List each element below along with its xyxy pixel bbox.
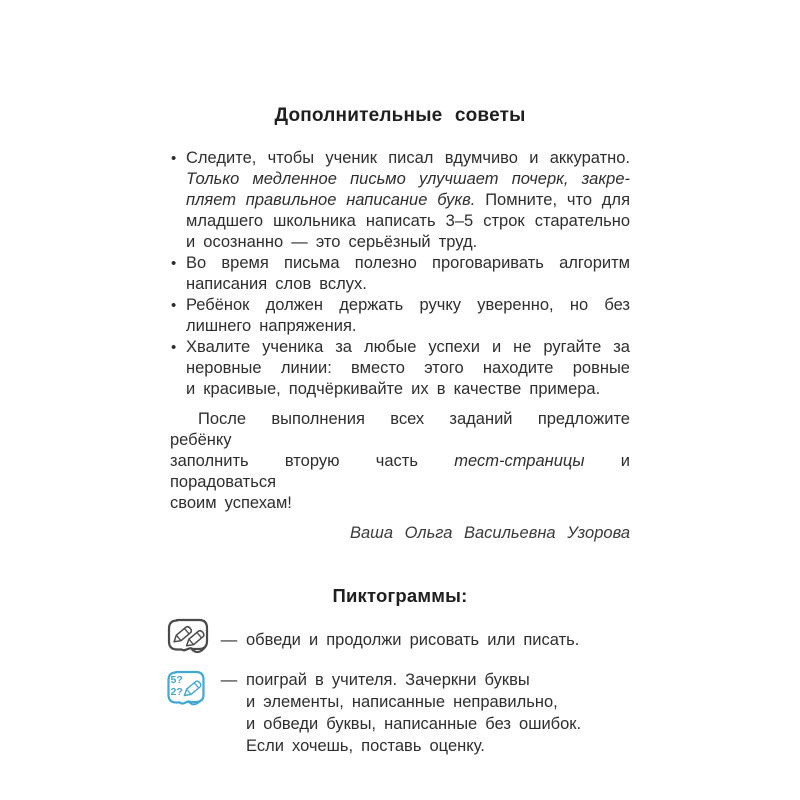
pictogram-text-line: поиграй в учителя. Зачеркни буквы: [246, 671, 530, 689]
grade-label-top: 5?: [170, 674, 183, 686]
text-line: [186, 316, 630, 337]
pictogram-text-line: Если хочешь, поставь оценку.: [246, 737, 485, 755]
italic-text: тест-страницы: [454, 452, 585, 470]
tip-item: [170, 148, 630, 253]
text: и порадоваться: [170, 452, 630, 491]
pictograms-heading: Пиктограммы:: [332, 585, 468, 606]
text-line: [170, 493, 630, 514]
text: Следите, чтобы ученик писал вдумчиво и аккуратно.: [186, 149, 630, 167]
text-line: [186, 211, 630, 232]
closing-paragraph: [170, 409, 630, 514]
text-line: [170, 451, 630, 493]
text-line: [186, 358, 630, 379]
italic-text: пляет правильное написание букв.: [186, 191, 476, 209]
text: написания слов вслух.: [186, 275, 367, 293]
grading-pencil-icon: [166, 669, 206, 711]
tips-list: [170, 148, 630, 400]
text: неровные линии: вместо этого находите ровные: [186, 359, 630, 377]
text-line: [186, 274, 630, 295]
tip-item: [170, 337, 630, 400]
pictogram-icon-box: [166, 669, 214, 717]
text-line: [186, 232, 630, 253]
text: Ребёнок должен держать ручку уверенно, но без: [186, 296, 630, 314]
text-line: [170, 409, 630, 451]
text: Помните, что для: [475, 191, 630, 209]
text: и красивые, подчёркивайте их в качестве примера.: [186, 380, 601, 398]
author-signature: Ваша Ольга Васильевна Узорова: [349, 524, 630, 542]
grade-label-bottom: 2?: [170, 686, 183, 698]
text: своим успехам!: [170, 494, 292, 512]
text-line: [186, 169, 630, 190]
text: Во время письма полезно проговаривать алгоритм: [186, 254, 630, 272]
tip-item: [170, 253, 630, 295]
pencils-icon: [166, 617, 210, 657]
text-line: [186, 379, 630, 400]
bullet-marker: •: [171, 255, 177, 272]
text: младшего школьника написать 3–5 строк старательно: [186, 212, 630, 230]
bullet-marker: •: [171, 297, 177, 314]
bullet-marker: •: [171, 339, 177, 356]
tip-item: [170, 295, 630, 337]
text: лишнего напряжения.: [186, 317, 357, 335]
pictogram-description: [246, 629, 636, 651]
text-line: [186, 190, 630, 211]
text-line: [186, 148, 630, 169]
dash: —: [220, 671, 238, 689]
pictogram-row-trace: [166, 617, 636, 663]
bullet-marker: •: [171, 150, 177, 167]
text: заполнить вторую часть: [170, 452, 455, 470]
pictogram-text-line: и элементы, написанные неправильно,: [246, 693, 558, 711]
text: Хвалите ученика за любые успехи и не ругайте за: [186, 338, 630, 356]
text-line: [186, 253, 630, 274]
dash: —: [220, 631, 238, 649]
text: После выполнения всех заданий предложите ребёнку: [170, 410, 630, 449]
pictogram-description: [246, 669, 636, 757]
pictogram-icon-box: [166, 617, 214, 663]
page-title: Дополнительные советы: [274, 105, 526, 126]
text-line: [186, 295, 630, 316]
text-line: [186, 337, 630, 358]
pictogram-text-line: обведи и продолжи рисовать или писать.: [246, 631, 580, 649]
text: и осознанно — это серьёзный труд.: [186, 233, 478, 251]
pictogram-text-line: и обведи буквы, написанные без ошибок.: [246, 715, 582, 733]
italic-text: Только медленное письмо улучшает почерк, закре-: [186, 170, 630, 188]
pictogram-row-grade: [166, 669, 636, 757]
